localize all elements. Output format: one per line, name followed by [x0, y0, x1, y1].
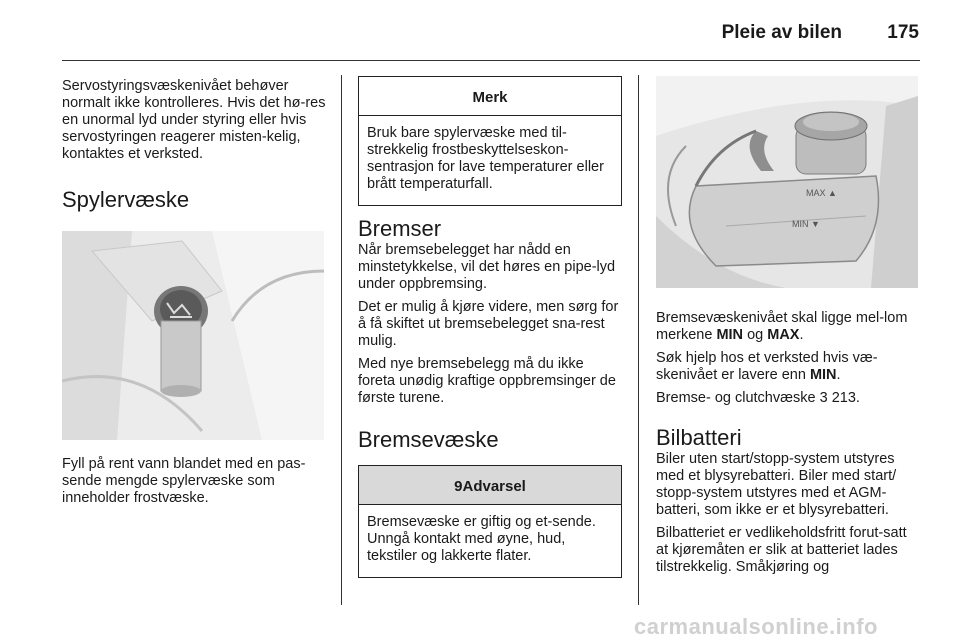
max-label: MAX: [767, 327, 800, 343]
note-body: Bruk bare spylervæske med til-strekkelig frostbeskyttelseskon-sentrasjon for lave temperaturer eller brått temperaturfall.: [367, 125, 604, 192]
battery-paragraph-2: Bilbatteriet er vedlikeholdsfritt forut-satt at kjøremåten er slik at batteriet lades tilstrekkelig. Småkjøring og: [656, 525, 907, 575]
brake-fluid-heading: Bremsevæske: [358, 427, 499, 452]
reference-page[interactable]: 213.: [827, 390, 860, 406]
note-box: [358, 76, 622, 206]
seek-help-text: Søk hjelp hos et verksted hvis væ-skenivået er lavere enn: [656, 350, 878, 383]
column-1: [62, 78, 330, 507]
max-mark-label: MAX ▲: [806, 188, 837, 198]
brakes-paragraph-1: Når bremsebelegget har nådd en minstetykkelse, vil det høres en pipe-lyd under oppbremsing.: [358, 242, 616, 292]
seek-help-end: .: [836, 367, 841, 383]
brake-fluid-reservoir-illustration: [656, 76, 918, 288]
warning-header: [359, 466, 621, 505]
battery-heading: Bilbatteri: [656, 425, 742, 450]
page-header-title: Pleie av bilen: [721, 22, 842, 43]
column-2: [358, 76, 622, 578]
battery-paragraph-1: Biler uten start/stopp-system utstyres med et blysyrebatteri. Biler med start/ stopp-system utstyres med et AGM-batteri, som ikke er et blysyrebatteri.: [656, 451, 897, 518]
warning-icon: 9: [454, 478, 463, 495]
warning-box: [358, 465, 622, 578]
fluid-level-paragraph: [656, 310, 918, 344]
column-3: [656, 76, 918, 576]
header-rule: [62, 60, 920, 61]
fluid-level-and: og: [743, 327, 768, 343]
washer-fluid-heading: Spylervæske: [62, 187, 190, 212]
reference-text: Bremse- og clutchvæske: [656, 390, 820, 406]
seek-help-paragraph: [656, 350, 918, 384]
reference-paragraph: [656, 390, 918, 407]
min-label: MIN: [716, 327, 744, 343]
column-divider-2: [638, 75, 639, 605]
note-title: Merk: [359, 77, 621, 116]
brakes-heading: Bremser: [358, 216, 442, 241]
min-label-2: MIN: [809, 367, 837, 383]
reference-arrow-icon: 3: [819, 390, 828, 406]
warning-body: Bremsevæske er giftig og et-sende. Unngå kontakt med øyne, hud, tekstiler og lakkerte flater.: [367, 514, 596, 564]
washer-fill-caption: Fyll på rent vann blandet med en pas-sende mengde spylervæske som inneholder frostvæske.: [62, 456, 306, 506]
column-divider-1: [341, 75, 342, 605]
brakes-paragraph-3: Med nye bremsebelegg må du ikke foreta unødig kraftige oppbremsinger de første turene.: [358, 356, 616, 406]
power-steering-paragraph: Servostyringsvæskenivået behøver normalt ikke kontrolleres. Hvis det hø-res en unormal lyd under styring eller hvis servostyringen reagerer misten-kelig, kontaktes et verksted.: [62, 78, 326, 162]
warning-title: Advarsel: [462, 478, 526, 495]
washer-reservoir-illustration: [62, 231, 324, 440]
brakes-paragraph-2: Det er mulig å kjøre videre, men sørg for å få skiftet ut bremsebelegget sna-rest mulig.: [358, 299, 619, 349]
watermark: carmanualsonline.info: [634, 614, 878, 639]
min-mark-label: MIN ▼: [792, 219, 820, 229]
fluid-level-end: .: [799, 327, 804, 343]
fluid-level-text: Bremsevæskenivået skal ligge mel-lom merkene: [656, 310, 908, 343]
page-number: 175: [887, 22, 919, 43]
